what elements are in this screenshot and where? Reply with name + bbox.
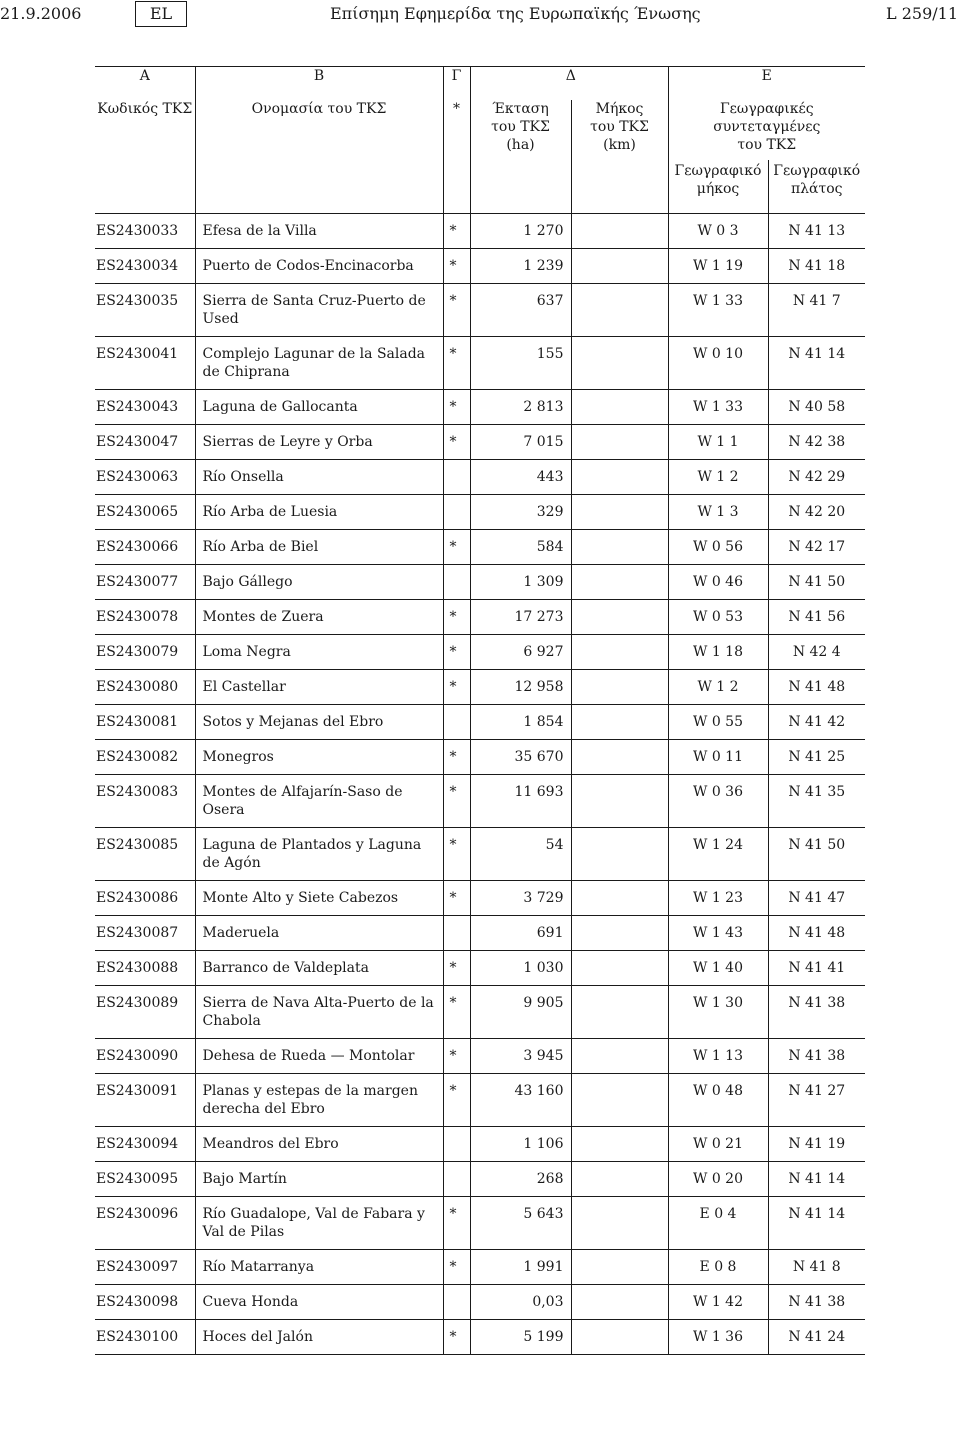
header-length-unit: (km) (603, 136, 636, 153)
site-latitude: N 41 48 (768, 915, 865, 950)
site-length (571, 459, 668, 494)
site-code: ES2430094 (95, 1126, 195, 1161)
header-coords-line1: Γεωγραφικές συντεταγμένες (713, 100, 821, 135)
priority-star: * (443, 774, 470, 827)
site-length (571, 283, 668, 336)
site-code: ES2430100 (95, 1319, 195, 1354)
site-length (571, 599, 668, 634)
site-latitude: N 41 14 (768, 336, 865, 389)
site-longitude: W 0 48 (668, 1073, 768, 1126)
header-latitude-line2: πλάτος (790, 180, 843, 197)
site-name: Meandros del Ebro (195, 1126, 443, 1161)
site-name: Loma Negra (195, 634, 443, 669)
priority-star (443, 459, 470, 494)
table-row (95, 634, 865, 669)
header-longitude-line2: μήκος (696, 180, 740, 197)
header-name: Ονομασία του ΤΚΣ (195, 100, 443, 160)
site-latitude: N 41 50 (768, 827, 865, 880)
site-latitude: N 42 20 (768, 494, 865, 529)
table-row (95, 985, 865, 1038)
site-area: 6 927 (470, 634, 571, 669)
site-area: 3 945 (470, 1038, 571, 1073)
letter-d: Δ (520, 67, 621, 100)
site-length (571, 950, 668, 985)
priority-star: * (443, 213, 470, 248)
table-row (95, 880, 865, 915)
table-body (95, 213, 865, 1354)
priority-star (443, 704, 470, 739)
site-code: ES2430047 (95, 424, 195, 459)
table-row (95, 915, 865, 950)
table-row (95, 1126, 865, 1161)
site-code: ES2430079 (95, 634, 195, 669)
site-latitude: N 42 4 (768, 634, 865, 669)
site-latitude: N 41 27 (768, 1073, 865, 1126)
site-longitude: W 1 43 (668, 915, 768, 950)
priority-star: * (443, 529, 470, 564)
table-row (95, 213, 865, 248)
priority-star: * (443, 1038, 470, 1073)
site-area: 43 160 (470, 1073, 571, 1126)
site-code: ES2430033 (95, 213, 195, 248)
site-code: ES2430080 (95, 669, 195, 704)
site-length (571, 213, 668, 248)
site-longitude: W 0 10 (668, 336, 768, 389)
site-area: 35 670 (470, 739, 571, 774)
table-row (95, 1161, 865, 1196)
site-area: 691 (470, 915, 571, 950)
site-area: 12 958 (470, 669, 571, 704)
header-latitude (768, 160, 865, 214)
site-code: ES2430063 (95, 459, 195, 494)
site-longitude: W 1 13 (668, 1038, 768, 1073)
site-length (571, 634, 668, 669)
header-longitude-line1: Γεωγραφικό (674, 162, 762, 179)
site-area: 1 270 (470, 213, 571, 248)
table-row (95, 1284, 865, 1319)
site-area: 1 854 (470, 704, 571, 739)
site-area: 11 693 (470, 774, 571, 827)
site-longitude: W 1 3 (668, 494, 768, 529)
header-length (571, 100, 668, 160)
page-number: L 259/11 (886, 4, 958, 23)
table-row (95, 283, 865, 336)
table-row (95, 774, 865, 827)
site-longitude: W 1 23 (668, 880, 768, 915)
header-coords (668, 100, 865, 160)
letter-c: Γ (443, 67, 470, 100)
site-area: 637 (470, 283, 571, 336)
priority-star: * (443, 950, 470, 985)
site-area: 3 729 (470, 880, 571, 915)
site-name: Dehesa de Rueda — Montolar (195, 1038, 443, 1073)
site-code: ES2430090 (95, 1038, 195, 1073)
site-longitude: W 1 36 (668, 1319, 768, 1354)
site-code: ES2430078 (95, 599, 195, 634)
priority-star (443, 1126, 470, 1161)
site-latitude: N 41 41 (768, 950, 865, 985)
site-longitude: W 1 19 (668, 248, 768, 283)
priority-star: * (443, 1073, 470, 1126)
site-code: ES2430034 (95, 248, 195, 283)
site-code: ES2430089 (95, 985, 195, 1038)
page-header (0, 4, 960, 28)
site-length (571, 1073, 668, 1126)
priority-star (443, 494, 470, 529)
column-names-row (95, 100, 865, 160)
site-longitude: W 1 33 (668, 283, 768, 336)
site-code: ES2430095 (95, 1161, 195, 1196)
site-length (571, 827, 668, 880)
site-longitude: W 0 3 (668, 213, 768, 248)
priority-star (443, 915, 470, 950)
site-code: ES2430085 (95, 827, 195, 880)
site-area: 1 030 (470, 950, 571, 985)
header-area-line2: του ΤΚΣ (491, 118, 550, 135)
site-longitude: W 1 33 (668, 389, 768, 424)
site-code: ES2430086 (95, 880, 195, 915)
site-length (571, 494, 668, 529)
site-latitude: N 41 19 (768, 1126, 865, 1161)
site-name: Río Guadalope, Val de Fabara y Val de Pilas (195, 1196, 443, 1249)
priority-star: * (443, 283, 470, 336)
site-longitude: W 1 2 (668, 459, 768, 494)
site-longitude: E 0 4 (668, 1196, 768, 1249)
site-area: 268 (470, 1161, 571, 1196)
site-code: ES2430087 (95, 915, 195, 950)
site-code: ES2430083 (95, 774, 195, 827)
site-area: 155 (470, 336, 571, 389)
site-length (571, 248, 668, 283)
site-area: 7 015 (470, 424, 571, 459)
site-area: 443 (470, 459, 571, 494)
table-row (95, 1038, 865, 1073)
table-row (95, 1073, 865, 1126)
site-length (571, 880, 668, 915)
site-latitude: N 41 7 (768, 283, 865, 336)
letter-a: A (95, 67, 195, 100)
header-coords-line2: του ΤΚΣ (737, 136, 797, 153)
site-longitude: W 0 36 (668, 774, 768, 827)
site-length (571, 1126, 668, 1161)
site-length (571, 529, 668, 564)
site-area: 1 991 (470, 1249, 571, 1284)
priority-star: * (443, 1196, 470, 1249)
site-longitude: W 1 1 (668, 424, 768, 459)
priority-star: * (443, 827, 470, 880)
site-area: 584 (470, 529, 571, 564)
site-latitude: N 42 17 (768, 529, 865, 564)
site-length (571, 564, 668, 599)
site-name: Cueva Honda (195, 1284, 443, 1319)
site-name: Laguna de Gallocanta (195, 389, 443, 424)
site-name: Montes de Zuera (195, 599, 443, 634)
site-area: 1 309 (470, 564, 571, 599)
site-length (571, 1249, 668, 1284)
priority-star: * (443, 634, 470, 669)
site-longitude: E 0 8 (668, 1249, 768, 1284)
header-area (470, 100, 571, 160)
site-name: Maderuela (195, 915, 443, 950)
header-area-unit: (ha) (506, 136, 535, 153)
site-latitude: N 41 14 (768, 1196, 865, 1249)
site-length (571, 704, 668, 739)
priority-star: * (443, 336, 470, 389)
coords-subheader-row (95, 160, 865, 214)
site-name: Río Arba de Biel (195, 529, 443, 564)
site-longitude: W 1 18 (668, 634, 768, 669)
priority-star: * (443, 985, 470, 1038)
site-latitude: N 41 50 (768, 564, 865, 599)
site-length (571, 424, 668, 459)
site-name: Efesa de la Villa (195, 213, 443, 248)
site-longitude: W 1 42 (668, 1284, 768, 1319)
site-name: Barranco de Valdeplata (195, 950, 443, 985)
site-name: Sotos y Mejanas del Ebro (195, 704, 443, 739)
site-length (571, 1284, 668, 1319)
journal-title: Επίσημη Εφημερίδα της Ευρωπαϊκής Ένωσης (330, 4, 701, 23)
site-area: 5 199 (470, 1319, 571, 1354)
site-latitude: N 41 56 (768, 599, 865, 634)
site-longitude: W 0 55 (668, 704, 768, 739)
site-longitude: W 0 46 (668, 564, 768, 599)
site-name: Monegros (195, 739, 443, 774)
site-latitude: N 41 38 (768, 1038, 865, 1073)
site-name: Sierras de Leyre y Orba (195, 424, 443, 459)
site-code: ES2430098 (95, 1284, 195, 1319)
site-latitude: N 42 29 (768, 459, 865, 494)
site-length (571, 1319, 668, 1354)
site-name: Planas y estepas de la margen derecha del Ebro (195, 1073, 443, 1126)
header-star: * (443, 100, 470, 160)
site-length (571, 1196, 668, 1249)
table-row (95, 704, 865, 739)
site-area: 2 813 (470, 389, 571, 424)
site-length (571, 739, 668, 774)
site-name: Monte Alto y Siete Cabezos (195, 880, 443, 915)
site-area: 54 (470, 827, 571, 880)
site-latitude: N 41 18 (768, 248, 865, 283)
table-row (95, 739, 865, 774)
priority-star: * (443, 880, 470, 915)
table-row (95, 564, 865, 599)
priority-star: * (443, 599, 470, 634)
site-length (571, 1038, 668, 1073)
site-code: ES2430041 (95, 336, 195, 389)
header-date: 21.9.2006 (0, 4, 82, 23)
site-name: Sierra de Nava Alta-Puerto de la Chabola (195, 985, 443, 1038)
priority-star: * (443, 669, 470, 704)
site-latitude: N 41 38 (768, 985, 865, 1038)
site-length (571, 669, 668, 704)
site-length (571, 915, 668, 950)
site-code: ES2430097 (95, 1249, 195, 1284)
table-row (95, 248, 865, 283)
site-code: ES2430077 (95, 564, 195, 599)
site-code: ES2430065 (95, 494, 195, 529)
site-latitude: N 41 25 (768, 739, 865, 774)
site-length (571, 985, 668, 1038)
letter-b: B (195, 67, 443, 100)
table-row (95, 669, 865, 704)
priority-star: * (443, 1319, 470, 1354)
site-length (571, 389, 668, 424)
header-code: Κωδικός ΤΚΣ (97, 100, 193, 117)
site-code: ES2430088 (95, 950, 195, 985)
site-name: Río Onsella (195, 459, 443, 494)
priority-star: * (443, 739, 470, 774)
site-longitude: W 0 53 (668, 599, 768, 634)
site-latitude: N 41 42 (768, 704, 865, 739)
priority-star: * (443, 389, 470, 424)
site-longitude: W 0 21 (668, 1126, 768, 1161)
table-row (95, 494, 865, 529)
site-code: ES2430035 (95, 283, 195, 336)
site-latitude: N 41 24 (768, 1319, 865, 1354)
site-latitude: N 41 13 (768, 213, 865, 248)
site-name: El Castellar (195, 669, 443, 704)
site-name: Complejo Lagunar de la Salada de Chiprana (195, 336, 443, 389)
site-area: 1 239 (470, 248, 571, 283)
letter-e: E (668, 67, 865, 100)
header-length-line1: Μήκος (595, 100, 644, 117)
header-longitude (668, 160, 768, 214)
site-name: Laguna de Plantados y Laguna de Agón (195, 827, 443, 880)
priority-star: * (443, 424, 470, 459)
site-latitude: N 41 35 (768, 774, 865, 827)
site-code: ES2430066 (95, 529, 195, 564)
site-longitude: W 1 24 (668, 827, 768, 880)
site-latitude: N 40 58 (768, 389, 865, 424)
site-longitude: W 1 30 (668, 985, 768, 1038)
site-latitude: N 41 48 (768, 669, 865, 704)
sites-table (95, 66, 865, 1355)
site-name: Hoces del Jalón (195, 1319, 443, 1354)
site-name: Montes de Alfajarín-Saso de Osera (195, 774, 443, 827)
header-area-line1: Έκταση (492, 100, 549, 117)
table-row (95, 336, 865, 389)
site-area: 17 273 (470, 599, 571, 634)
table-row (95, 529, 865, 564)
site-area: 5 643 (470, 1196, 571, 1249)
table-row (95, 1249, 865, 1284)
table-row (95, 459, 865, 494)
site-length (571, 336, 668, 389)
table-row (95, 424, 865, 459)
site-longitude: W 1 40 (668, 950, 768, 985)
table-row (95, 1196, 865, 1249)
table-row (95, 1319, 865, 1354)
site-name: Puerto de Codos-Encinacorba (195, 248, 443, 283)
site-longitude: W 0 11 (668, 739, 768, 774)
site-length (571, 1161, 668, 1196)
site-area: 0,03 (470, 1284, 571, 1319)
priority-star: * (443, 1249, 470, 1284)
site-area: 9 905 (470, 985, 571, 1038)
site-latitude: N 41 8 (768, 1249, 865, 1284)
site-name: Río Matarranya (195, 1249, 443, 1284)
header-latitude-line1: Γεωγραφικό (773, 162, 861, 179)
site-longitude: W 1 2 (668, 669, 768, 704)
site-code: ES2430043 (95, 389, 195, 424)
site-longitude: W 0 20 (668, 1161, 768, 1196)
column-letters-row (95, 67, 865, 100)
site-code: ES2430091 (95, 1073, 195, 1126)
priority-star: * (443, 248, 470, 283)
site-length (571, 774, 668, 827)
priority-star (443, 1284, 470, 1319)
table-row (95, 599, 865, 634)
site-area: 1 106 (470, 1126, 571, 1161)
table-row (95, 827, 865, 880)
table-row (95, 950, 865, 985)
language-badge: EL (135, 1, 187, 27)
table-row (95, 389, 865, 424)
site-latitude: N 42 38 (768, 424, 865, 459)
site-area: 329 (470, 494, 571, 529)
site-latitude: N 41 47 (768, 880, 865, 915)
site-code: ES2430082 (95, 739, 195, 774)
site-name: Bajo Martín (195, 1161, 443, 1196)
site-latitude: N 41 14 (768, 1161, 865, 1196)
priority-star (443, 564, 470, 599)
site-name: Bajo Gállego (195, 564, 443, 599)
site-name: Sierra de Santa Cruz-Puerto de Used (195, 283, 443, 336)
site-name: Río Arba de Luesia (195, 494, 443, 529)
header-length-line2: του ΤΚΣ (590, 118, 649, 135)
priority-star (443, 1161, 470, 1196)
site-longitude: W 0 56 (668, 529, 768, 564)
site-code: ES2430096 (95, 1196, 195, 1249)
site-latitude: N 41 38 (768, 1284, 865, 1319)
site-code: ES2430081 (95, 704, 195, 739)
